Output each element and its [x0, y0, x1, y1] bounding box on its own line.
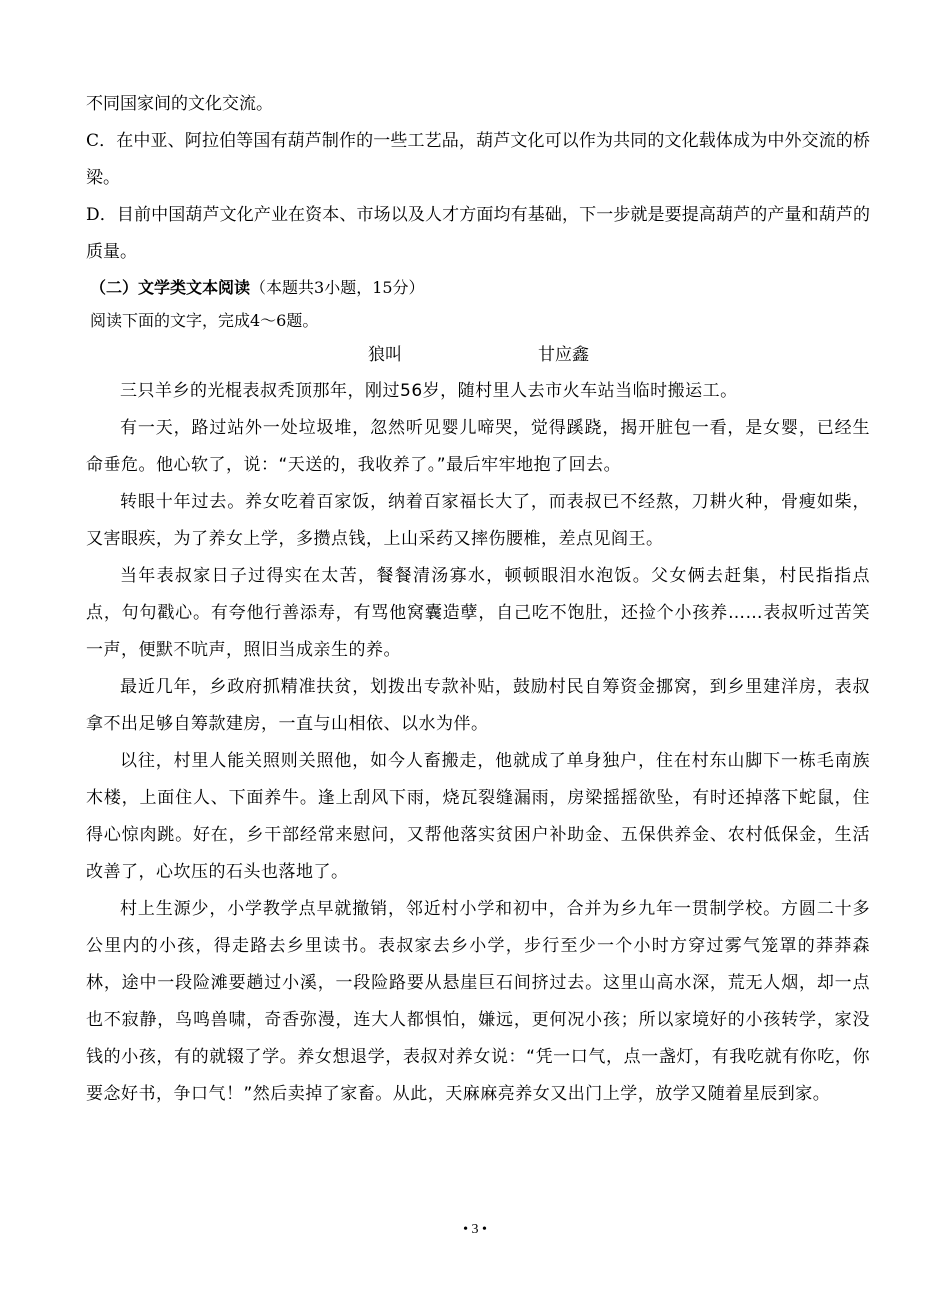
top-fragment: 不同国家间的文化交流。	[86, 94, 273, 114]
document-page	[86, 86, 870, 1113]
story-paragraph: 转眼十年过去。养女吃着百家饭，纳着百家福长大了，而表叔已不经熬，刀耕火种，骨瘦如柴，又害眼疾，为了养女上学，多攒点钱，上山采药又摔伤腰椎，差点见阎王。	[86, 492, 870, 549]
story-title: 狼叫	[368, 345, 402, 365]
story-paragraph: 当年表叔家日子过得实在太苦，餐餐清汤寡水，顿顿眼泪水泡饭。父女俩去赶集，村民指指点点，句句戳心。有夸他行善添寿，有骂他窝囊造孽，自己吃不饱肚，还捡个小孩养……表叔听过苦笑一声，便默不吭声，照旧当成亲生的养。	[86, 566, 870, 660]
story-paragraph: 有一天，路过站外一处垃圾堆，忽然听见婴儿啼哭，觉得蹊跷，揭开脏包一看，是女婴，已经生命垂危。他心软了，说：“天送的，我收养了。”最后牢牢地抱了回去。	[86, 418, 870, 475]
story-body	[86, 373, 870, 1113]
section-note: （本题共3小题，15分）	[250, 278, 425, 297]
story-author: 甘应鑫	[538, 345, 589, 365]
story-paragraph: 以往，村里人能关照则关照他，如今人畜搬走，他就成了单身独户，住在村东山脚下一栋毛南族木楼，上面住人、下面养牛。逢上刮风下雨，烧瓦裂缝漏雨，房梁摇摇欲坠，有时还掉落下蛇鼠，住得心惊肉跳。好在，乡干部经常来慰问，又帮他落实贫困户补助金、五保供养金、农村低保金，生活改善了，心坎压的石头也落地了。	[86, 751, 870, 882]
story-title-row	[86, 337, 870, 373]
section-title: （二）文学类文本阅读	[90, 278, 251, 297]
story-paragraph: 三只羊乡的光棍表叔秃顶那年，刚过56岁，随村里人去市火车站当临时搬运工。	[120, 381, 738, 401]
option-c: C．在中亚、阿拉伯等国有葫芦制作的一些工艺品，葫芦文化可以作为共同的文化载体成为中外交流的桥梁。	[86, 131, 870, 188]
option-d: D．目前中国葫芦文化产业在资本、市场以及人才方面均有基础，下一步就是要提高葫芦的产量和葫芦的质量。	[86, 205, 870, 262]
story-paragraph: 最近几年，乡政府抓精准扶贫，划拨出专款补贴，鼓励村民自筹资金挪窝，到乡里建洋房，表叔拿不出足够自筹款建房，一直与山相依、以水为伴。	[86, 677, 870, 734]
page-number: • 3 •	[463, 1222, 487, 1237]
story-paragraph: 村上生源少，小学教学点早就撤销，邻近村小学和初中，合并为乡九年一贯制学校。方圆二十多公里内的小孩，得走路去乡里读书。表叔家去乡小学，步行至少一个小时方穿过雾气笼罩的莽莽森林，途中一段险滩要趟过小溪，一段险路要从悬崖巨石间挤过去。这里山高水深，荒无人烟，却一点也不寂静，鸟鸣兽啸，奇香弥漫，连大人都惧怕，嫌远，更何况小孩；所以家境好的小孩转学，家没钱的小孩，有的就辍了学。养女想退学，表叔对养女说：“凭一口气，点一盏灯，有我吃就有你吃，你要念好书，争口气！”然后卖掉了家畜。从此，天麻麻亮养女又出门上学，放学又随着星辰到家。	[86, 899, 870, 1104]
reading-instruction: 阅读下面的文字，完成4～6题。	[90, 311, 319, 330]
section-heading	[90, 271, 870, 304]
